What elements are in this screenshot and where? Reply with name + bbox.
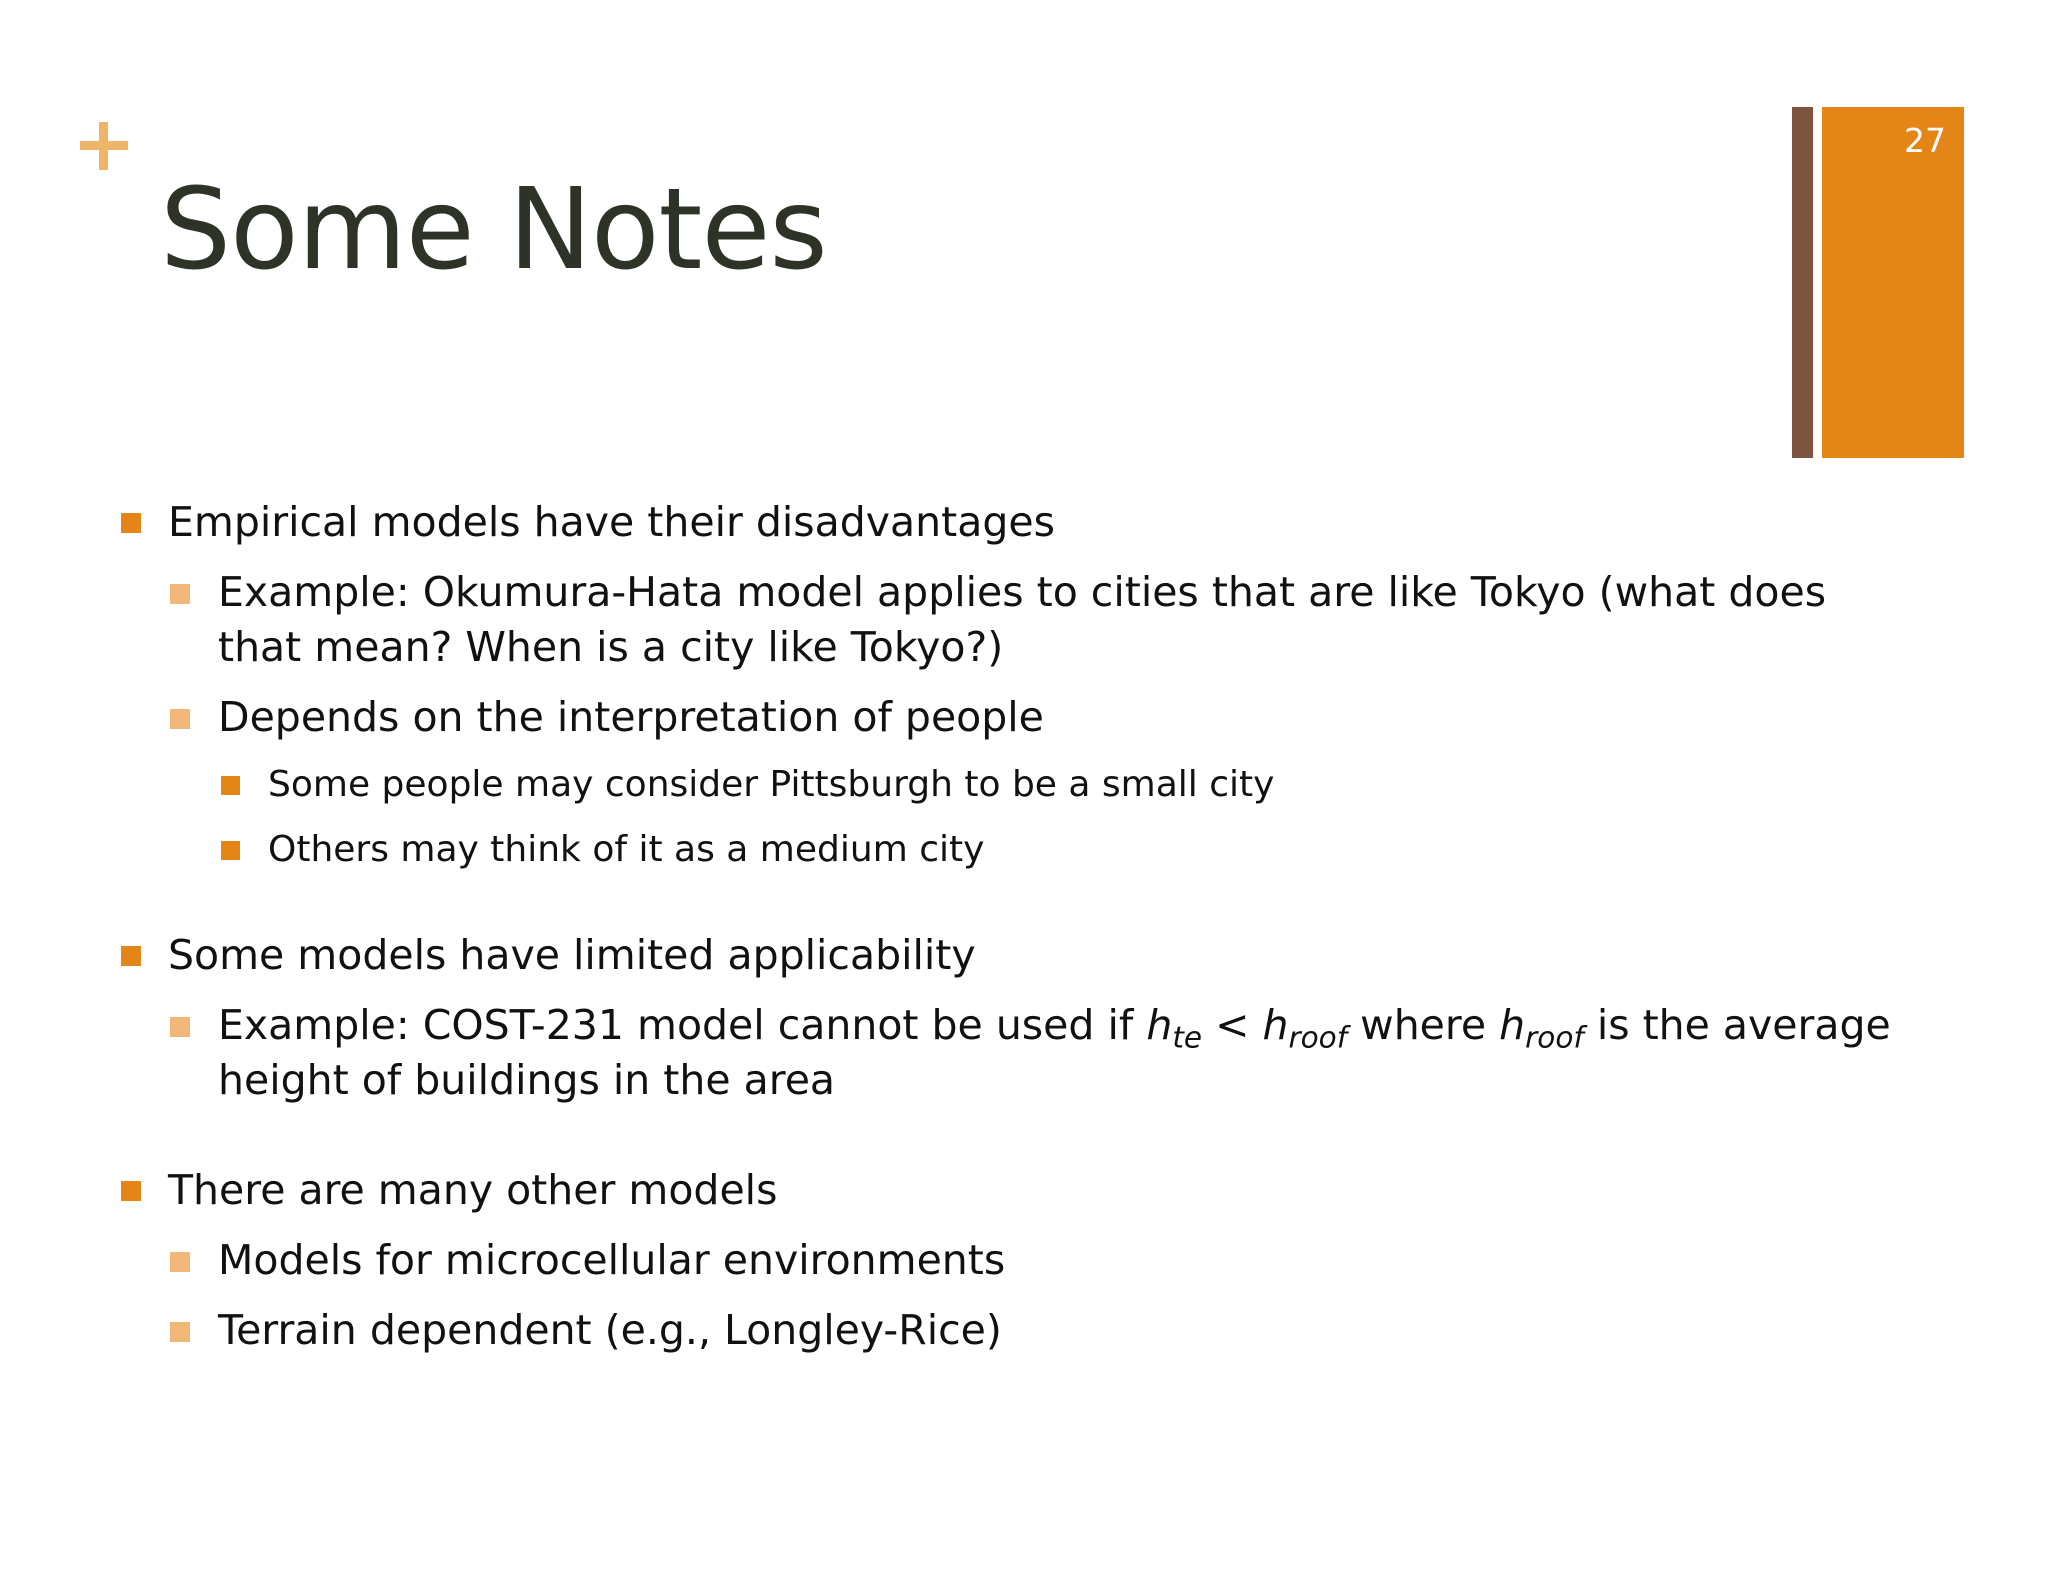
bullet-text: Models for microcellular environments — [218, 1236, 1006, 1284]
bullet-text: There are many other models — [168, 1166, 778, 1214]
bullet-text: Others may think of it as a medium city — [268, 829, 985, 870]
square-bullet-icon — [121, 1181, 141, 1201]
bullet-text: Example: Okumura-Hata model applies to cities that are like Tokyo (what does — [218, 568, 1827, 616]
bullet-text: Empirical models have their disadvantages — [168, 498, 1055, 546]
slide-number: 27 — [1904, 121, 1946, 160]
square-bullet-icon — [170, 584, 190, 604]
square-bullet-icon — [121, 946, 141, 966]
page-title: Some Notes — [160, 165, 827, 295]
square-bullet-icon — [170, 1252, 190, 1272]
bullet-text-continuation: that mean? When is a city like Tokyo?) — [218, 623, 1004, 671]
square-bullet-icon — [170, 1322, 190, 1342]
bullet-text: Terrain dependent (e.g., Longley-Rice) — [218, 1306, 1002, 1354]
square-bullet-icon — [170, 709, 190, 729]
bullet-text: Depends on the interpretation of people — [218, 693, 1044, 741]
square-bullet-icon — [221, 841, 240, 860]
bullet-text: Some models have limited applicability — [168, 931, 976, 979]
square-bullet-icon — [170, 1017, 190, 1037]
bullet-text-with-formula: Example: COST-231 model cannot be used if $h_{te} < h_{roof}$ where $h_{roof}$ is the average — [218, 1001, 1891, 1055]
bullet-text-continuation: height of buildings in the area — [218, 1056, 836, 1104]
square-bullet-icon — [121, 513, 141, 533]
bullet-text: Some people may consider Pittsburgh to be a small city — [268, 764, 1275, 805]
square-bullet-icon — [221, 776, 240, 795]
